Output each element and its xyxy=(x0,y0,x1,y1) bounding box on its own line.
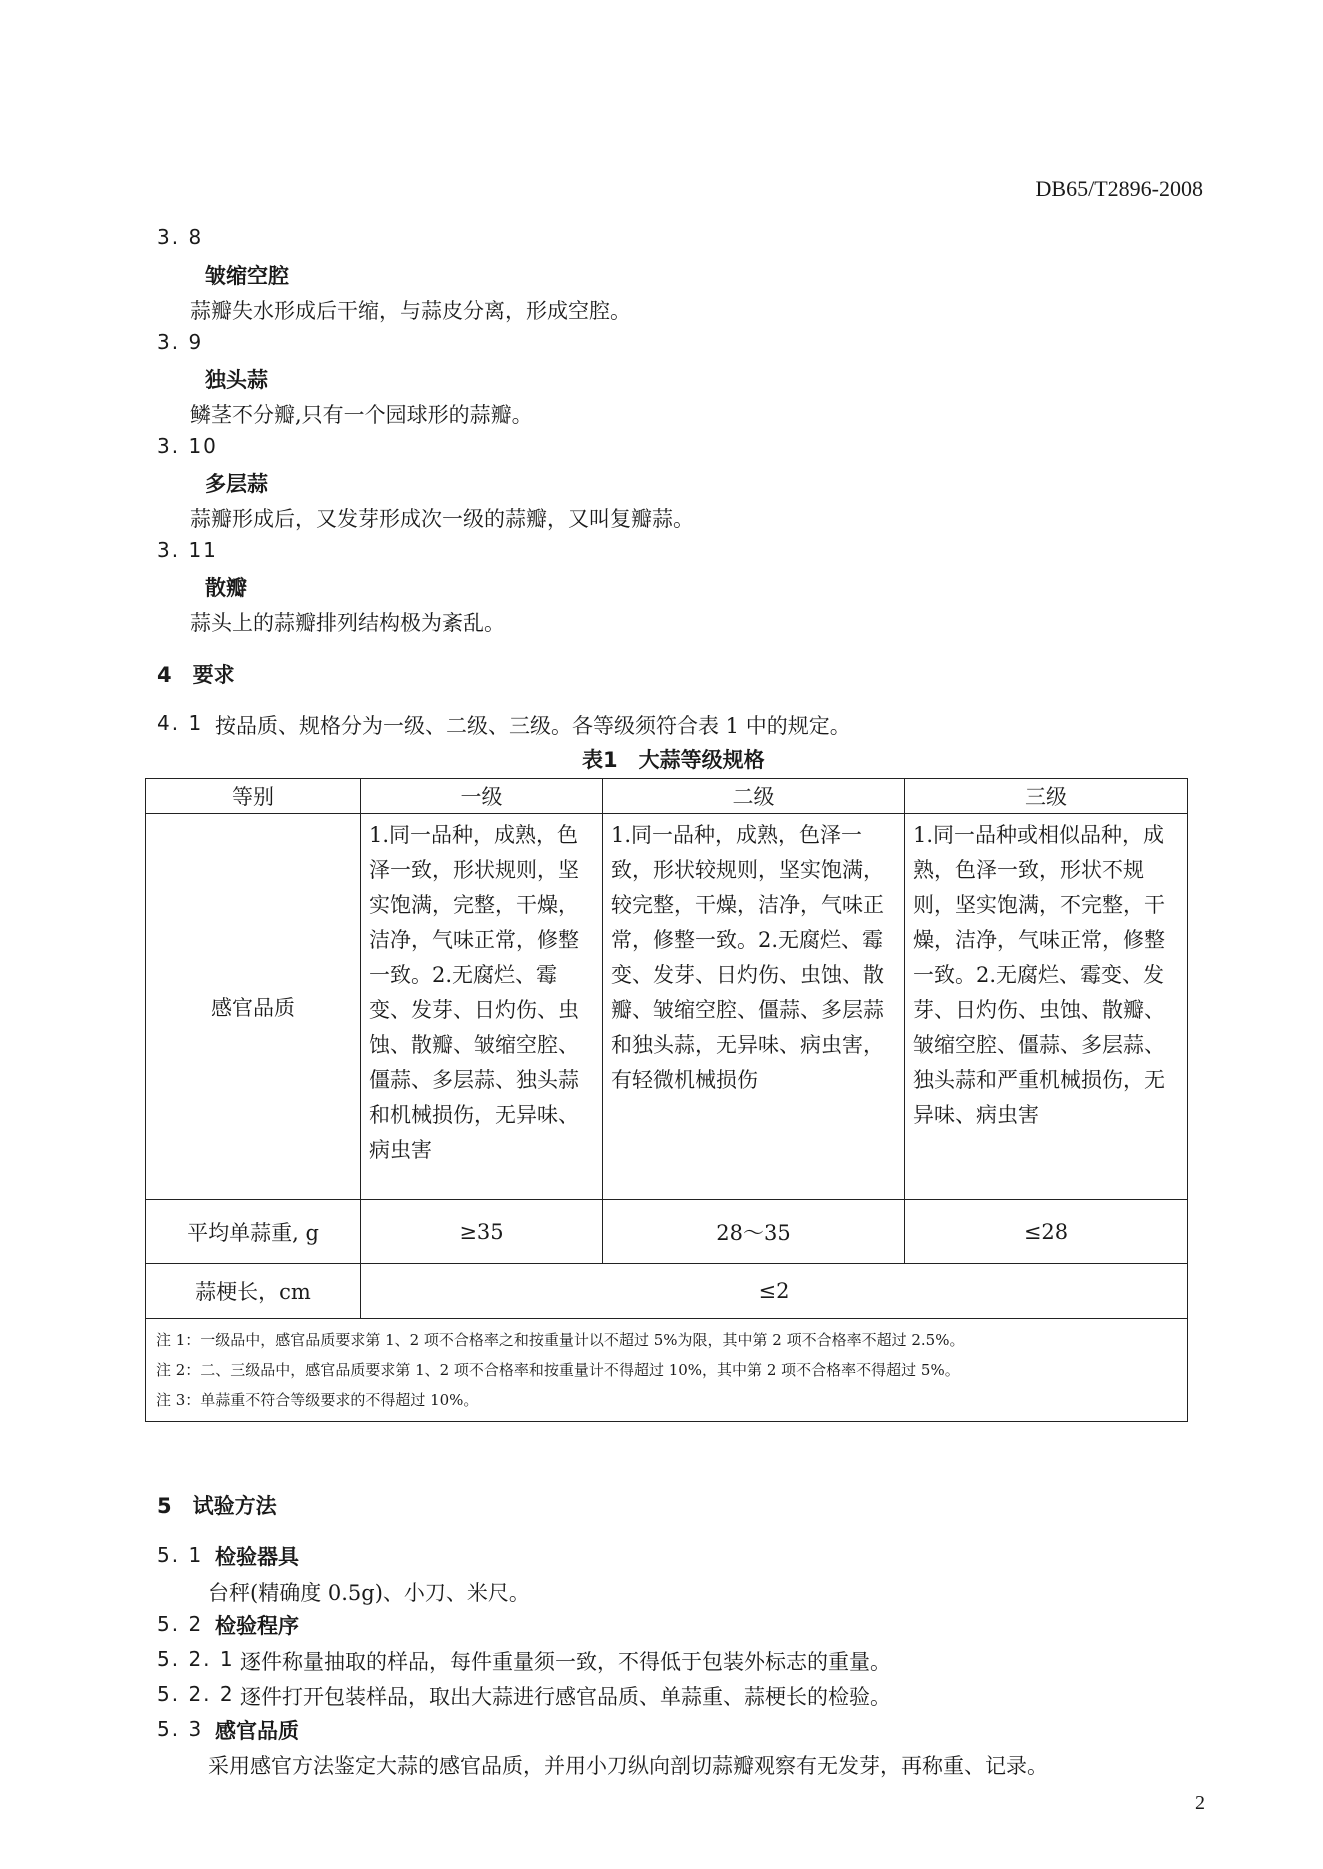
clause-text: 逐件打开包装样品，取出大蒜进行感官品质、单蒜重、蒜梗长的检验。 xyxy=(240,1685,891,1709)
grade3-weight: ≤28 xyxy=(905,1200,1188,1264)
standard-code: DB65/T2896-2008 xyxy=(1035,176,1203,201)
term: 皱缩空腔 xyxy=(205,264,289,288)
clause-text: 台秤(精确度 0.5g)、小刀、米尺。 xyxy=(208,1581,530,1605)
table-header-row xyxy=(146,779,1188,814)
term: 多层蒜 xyxy=(205,472,268,496)
table-row xyxy=(146,1264,1188,1319)
header-cell: 二级 xyxy=(603,779,905,814)
clause-number: 4. 1 xyxy=(157,711,204,735)
table-note: 注 1：一级品中，感官品质要求第 1、2 项不合格率之和按重量计以不超过 5%为限，其中第 2 项不合格率不超过 2.5%。 xyxy=(156,1331,965,1349)
header-cell: 三级 xyxy=(905,779,1188,814)
definition: 蒜瓣失水形成后干缩，与蒜皮分离，形成空腔。 xyxy=(190,299,631,323)
grade1-weight: ≥35 xyxy=(361,1200,603,1264)
definition: 鳞茎不分瓣,只有一个园球形的蒜瓣。 xyxy=(190,403,533,427)
clause-number: 3. 9 xyxy=(157,330,204,354)
section-heading: 4 要求 xyxy=(157,663,235,687)
grade2-sensory: 1.同一品种，成熟，色泽一致，形状较规则，坚实饱满，较完整，干燥，洁净，气味正常，修整一致。2.无腐烂、霉变、发芽、日灼伤、虫蚀、散瓣、皱缩空腔、僵蒜、多层蒜和独头蒜，无异味、病虫害，有轻微机械损伤 xyxy=(603,814,905,1200)
row-label-weight: 平均单蒜重, g xyxy=(146,1200,361,1264)
page-number: 2 xyxy=(1195,1792,1205,1814)
stem-length-value: ≤2 xyxy=(361,1264,1188,1319)
table-note: 注 3：单蒜重不符合等级要求的不得超过 10%。 xyxy=(156,1391,479,1409)
table-notes-row xyxy=(146,1319,1188,1422)
clause-text: 按品质、规格分为一级、二级、三级。各等级须符合表 1 中的规定。 xyxy=(215,714,851,738)
clause-number: 5. 2. 2 xyxy=(157,1682,235,1706)
table-row xyxy=(146,1200,1188,1264)
table-row xyxy=(146,814,1188,1200)
clause-number: 3. 10 xyxy=(157,434,218,458)
header-cell: 一级 xyxy=(361,779,603,814)
clause-text: 采用感官方法鉴定大蒜的感官品质，并用小刀纵向剖切蒜瓣观察有无发芽，再称重、记录。 xyxy=(208,1754,1048,1778)
clause-title: 检验程序 xyxy=(215,1614,299,1638)
grade2-weight: 28～35 xyxy=(603,1200,905,1264)
header-cell: 等别 xyxy=(146,779,361,814)
term: 独头蒜 xyxy=(205,368,268,392)
grade3-sensory: 1.同一品种或相似品种，成熟，色泽一致，形状不规则，坚实饱满，不完整，干燥，洁净，气味正常，修整一致。2.无腐烂、霉变、发芽、日灼伤、虫蚀、散瓣、皱缩空腔、僵蒜、多层蒜、独头蒜和严重机械损伤，无异味、病虫害 xyxy=(905,814,1188,1200)
grade-table xyxy=(145,778,1188,1422)
clause-title: 感官品质 xyxy=(215,1719,299,1743)
clause-number: 5. 2 xyxy=(157,1612,204,1636)
section-heading: 5 试验方法 xyxy=(157,1494,277,1518)
clause-number: 5. 2. 1 xyxy=(157,1647,235,1671)
table-title: 表1 大蒜等级规格 xyxy=(582,748,765,772)
grade1-sensory: 1.同一品种，成熟，色泽一致，形状规则，坚实饱满，完整，干燥，洁净，气味正常，修整一致。2.无腐烂、霉变、发芽、日灼伤、虫蚀、散瓣、皱缩空腔、僵蒜、多层蒜、独头蒜和机械损伤，无异味、病虫害 xyxy=(361,814,603,1200)
clause-number: 5. 1 xyxy=(157,1543,204,1567)
clause-number: 5. 3 xyxy=(157,1717,204,1741)
table-notes xyxy=(146,1319,1188,1422)
clause-title: 检验器具 xyxy=(215,1545,299,1569)
table-note: 注 2：二、三级品中，感官品质要求第 1、2 项不合格率和按重量计不得超过 10%，其中第 2 项不合格率不得超过 5%。 xyxy=(156,1361,960,1379)
term: 散瓣 xyxy=(205,576,247,600)
clause-text: 逐件称量抽取的样品，每件重量须一致，不得低于包装外标志的重量。 xyxy=(240,1650,891,1674)
clause-number: 3. 8 xyxy=(157,225,204,249)
definition: 蒜瓣形成后，又发芽形成次一级的蒜瓣，又叫复瓣蒜。 xyxy=(190,507,694,531)
row-label-stem: 蒜梗长，cm xyxy=(146,1264,361,1319)
definition: 蒜头上的蒜瓣排列结构极为紊乱。 xyxy=(190,611,505,635)
clause-number: 3. 11 xyxy=(157,538,218,562)
row-label-sensory: 感官品质 xyxy=(146,814,361,1200)
